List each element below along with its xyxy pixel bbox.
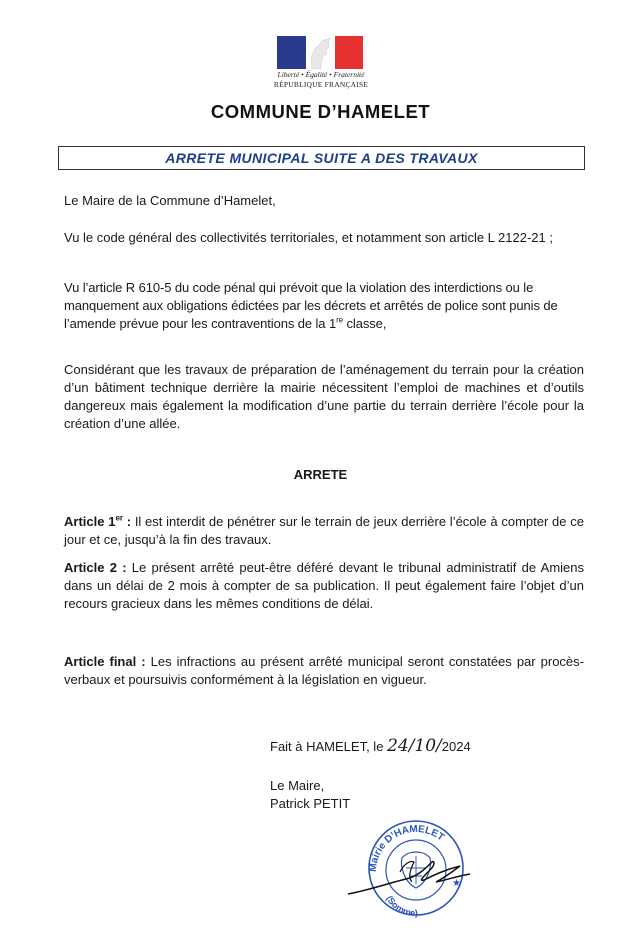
marianne-profile-icon — [306, 36, 335, 69]
handwritten-date: 24/10/ — [387, 736, 442, 756]
republic-motto: Liberté • Égalité • Fraternité — [277, 70, 365, 79]
title-box — [58, 146, 585, 170]
svg-text:★: ★ — [452, 878, 461, 889]
republic-name: RÉPUBLIQUE FRANÇAISE — [273, 80, 369, 89]
svg-text:(Somme): (Somme) — [384, 893, 418, 919]
signature-date: Fait à HAMELET, le 24/10/2024 — [270, 736, 471, 756]
intro-paragraph: Le Maire de la Commune d’Hamelet, — [64, 193, 276, 208]
considerant-paragraph: Considérant que les travaux de préparation de l’aménagement du terrain pour la création d’un bâtiment technique derrière la mairie nécessitent l’emploi de machines et d’outils dangereux mais également la modification d’une partie du terrain derrière l’école pour la création d’une allée. — [64, 362, 584, 431]
svg-text:Mairie D’HAMELET: Mairie D’HAMELET — [367, 823, 446, 873]
commune-name: COMMUNE D’HAMELET — [210, 101, 431, 122]
signatory-name: Patrick PETIT — [270, 796, 351, 811]
signatory — [270, 777, 350, 813]
document-title: ARRETE MUNICIPAL SUITE A DES TRAVAUX — [165, 150, 478, 166]
signatory-role: Le Maire, — [270, 778, 325, 793]
article-1: Article 1er : Il est interdit de pénétrer sur le terrain de jeux derrière l’école à compter de ce jour et ce, jusqu’à la fin des travaux. — [64, 513, 584, 547]
arrete-heading: ARRETE — [293, 467, 348, 482]
vu-paragraph-1: Vu le code général des collectivités territoriales, et notamment son article L 2122-21 ; — [64, 230, 553, 245]
tricolor-flag-icon — [277, 36, 363, 69]
vu-paragraph-2: Vu l’article R 610-5 du code pénal qui prévoit que la violation des interdictions ou le manquement aux obligations édictées par les décrets et arrêtés de police sont punis de l’amende prévue pour les contraventions de la 1re classe, — [64, 280, 558, 331]
article-final: Article final : Les infractions au présent arrêté municipal seront constatées par procès-verbaux et poursuivis conformément à la législation en vigueur. — [64, 654, 584, 687]
mairie-stamp-icon — [340, 812, 490, 924]
article-2: Article 2 : Le présent arrêté peut-être déféré devant le tribunal administratif de Amiens dans un délai de 2 mois à compter de sa publication. Il peut également faire l’objet d’un recours gracieux dans les mêmes conditions de délai. — [64, 560, 585, 611]
